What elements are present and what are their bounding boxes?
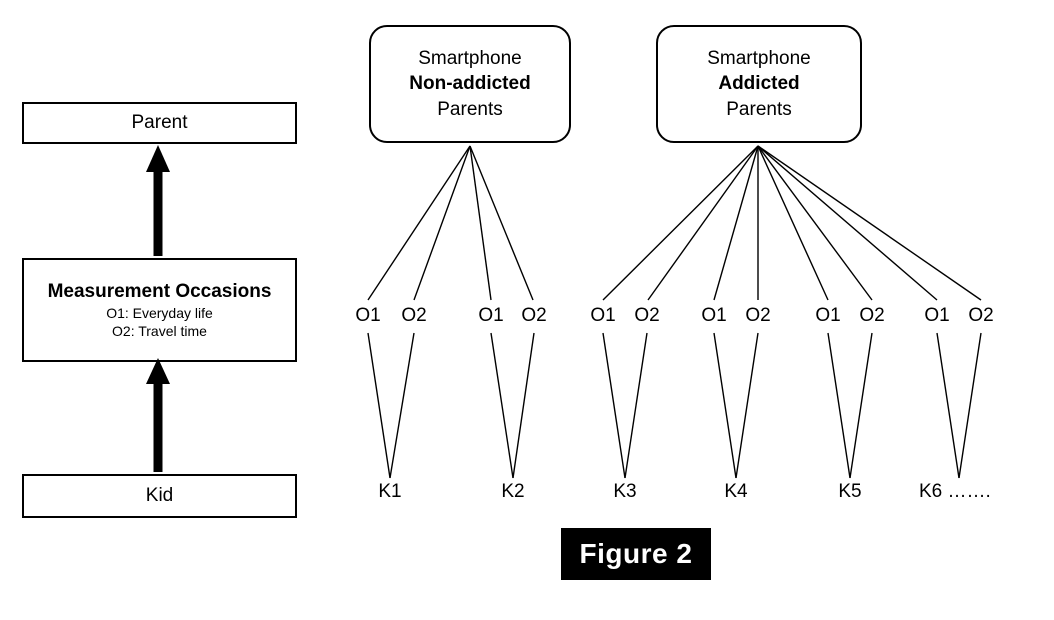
occasion-label: O2 [745, 305, 771, 326]
edges-non-addicted-to-occasions [368, 146, 533, 300]
figure-caption-text: Figure 2 [579, 538, 693, 569]
legend-measurement-detail-o1: O1: Everyday life [106, 304, 213, 321]
occasion-label: O2 [634, 305, 660, 326]
kid-label: K4 [724, 481, 748, 502]
occasion-label: O2 [521, 305, 547, 326]
legend-box-kid [22, 474, 297, 518]
occasion-label: O1 [478, 305, 504, 326]
group-box-non-addicted [369, 25, 571, 143]
kid-label: K5 [838, 481, 862, 502]
group-addicted-line2: Addicted [718, 73, 800, 95]
legend-kid-label: Kid [145, 485, 174, 507]
kid-label: K6 ……. [919, 481, 991, 502]
legend-arrow-kid-to-measurement [146, 358, 170, 472]
kid-label: K1 [378, 481, 402, 502]
occasion-label: O1 [355, 305, 381, 326]
group-box-addicted [656, 25, 862, 143]
legend-arrow-measurement-to-parent [146, 145, 170, 256]
legend-parent-label: Parent [131, 112, 188, 134]
group-non-addicted-line2: Non-addicted [409, 73, 531, 95]
occasion-label: O1 [590, 305, 616, 326]
group-addicted-line3: Parents [726, 98, 792, 120]
occasion-label: O1 [701, 305, 727, 326]
legend-measurement-label: Measurement Occasions [47, 280, 272, 302]
group-non-addicted-line3: Parents [437, 98, 503, 120]
occasion-label: O2 [401, 305, 427, 326]
edges-occasions-to-kids [368, 333, 981, 478]
legend-box-measurement-occasions [22, 258, 297, 362]
kid-label: K3 [613, 481, 637, 502]
occasion-label: O1 [924, 305, 950, 326]
occasion-label: O2 [859, 305, 885, 326]
kid-label: K2 [501, 481, 525, 502]
group-addicted-line1: Smartphone [707, 47, 811, 69]
occasion-label: O1 [815, 305, 841, 326]
edges-addicted-to-occasions [603, 146, 981, 300]
legend-box-parent [22, 102, 297, 144]
legend-measurement-detail-o2: O2: Travel time [112, 322, 207, 339]
figure-caption [561, 528, 711, 580]
group-non-addicted-line1: Smartphone [418, 47, 522, 69]
occasion-label: O2 [968, 305, 994, 326]
